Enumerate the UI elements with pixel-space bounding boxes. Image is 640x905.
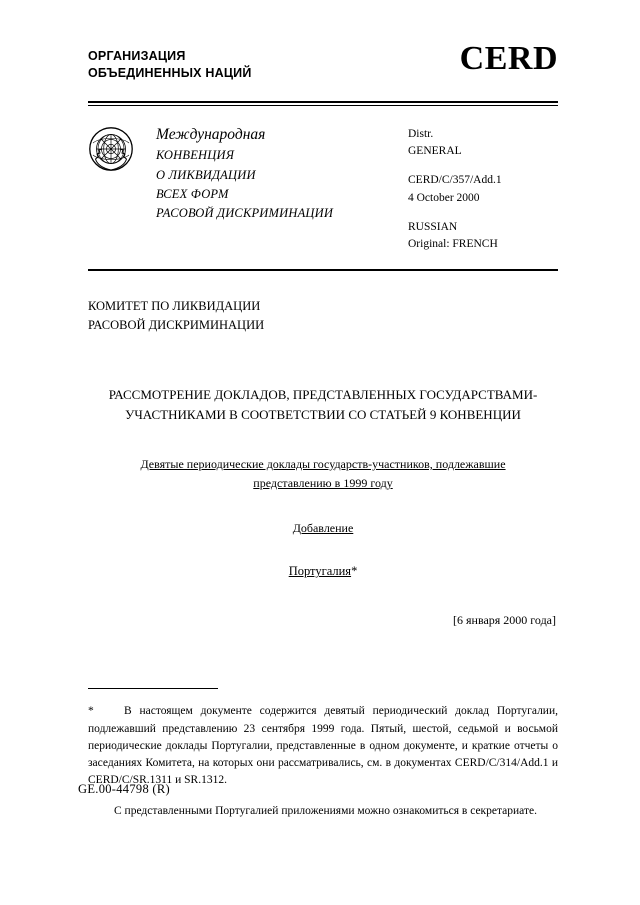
report-title-line1: РАССМОТРЕНИЕ ДОКЛАДОВ, ПРЕДСТАВЛЕННЫХ ГОСУДАРСТВАМИ- bbox=[108, 386, 538, 402]
country-name bbox=[88, 564, 558, 579]
distr-label: Distr. bbox=[408, 127, 434, 140]
masthead-rule-thin bbox=[88, 105, 558, 106]
cerd-logo: CERD bbox=[459, 40, 558, 77]
report-title-line2: УЧАСТНИКАМИ В СООТВЕТСТВИИ СО СТАТЬЕЙ 9 КОНВЕНЦИИ bbox=[125, 406, 521, 422]
document-content bbox=[88, 42, 558, 820]
document-date: 4 October 2000 bbox=[408, 191, 480, 204]
distribution-info bbox=[408, 122, 558, 254]
distr-value: GENERAL bbox=[408, 145, 462, 157]
committee-name bbox=[88, 297, 558, 335]
report-subtitle-line2: представлению в 1999 году bbox=[253, 476, 393, 491]
convention-title-line2: КОНВЕНЦИЯ bbox=[156, 148, 235, 163]
convention-rule bbox=[88, 269, 558, 271]
un-emblem-icon bbox=[88, 126, 134, 172]
convention-block bbox=[88, 122, 558, 254]
organization-name bbox=[88, 42, 252, 82]
country-footnote-marker: * bbox=[351, 564, 358, 579]
convention-title-line3: О ЛИКВИДАЦИИ bbox=[156, 167, 256, 182]
report-subtitle bbox=[114, 455, 532, 493]
convention-title-line5: РАСОВОЙ ДИСКРИМИНАЦИИ bbox=[156, 206, 334, 221]
document-language: RUSSIAN bbox=[408, 220, 458, 233]
document-symbol: CERD/C/357/Add.1 bbox=[408, 174, 502, 187]
masthead-rule-thick bbox=[88, 101, 558, 103]
document-original-language: Original: FRENCH bbox=[408, 238, 498, 250]
organization-name-line2: ОБЪЕДИНЕННЫХ НАЦИЙ bbox=[88, 65, 252, 80]
report-heading-block bbox=[88, 385, 558, 580]
footnote-paragraph-1 bbox=[88, 703, 558, 789]
footnote-text-1: В настоящем документе содержится девятый периодический доклад Португалии, подлежавший представлению 23 сентября 1999 года. Пятый, шестой, седьмой и восьмой периодические доклады Португалии, представленные в одном документе, и краткие отчеты о заседаниях Комитета, на которых они рассматривались, см. в документах CERD/C/314/Add.1 и CERD/C/SR.1311 и SR.1312. bbox=[88, 705, 558, 787]
footnote-paragraph-2: С представленными Португалией приложениями можно ознакомиться в секретариате. bbox=[114, 804, 537, 817]
committee-name-line1: КОМИТЕТ ПО ЛИКВИДАЦИИ bbox=[88, 299, 261, 314]
footnote-separator bbox=[88, 688, 218, 689]
convention-title bbox=[134, 122, 408, 224]
document-number: GE.00-44798 (R) bbox=[78, 782, 170, 796]
country-name-text: Португалия bbox=[288, 564, 352, 579]
committee-name-line2: РАСОВОЙ ДИСКРИМИНАЦИИ bbox=[88, 318, 265, 332]
footnote bbox=[88, 703, 558, 820]
masthead bbox=[88, 42, 558, 82]
report-title bbox=[106, 385, 540, 425]
addendum-label: Добавление bbox=[292, 521, 354, 536]
convention-title-line4: ВСЕХ ФОРМ bbox=[156, 186, 229, 201]
organization-name-line1: ОРГАНИЗАЦИЯ bbox=[88, 49, 186, 63]
submission-date: [6 января 2000 года] bbox=[453, 613, 556, 628]
convention-title-line1: Международная bbox=[156, 125, 266, 143]
footnote-marker: * bbox=[88, 705, 94, 718]
report-subtitle-line1: Девятые периодические доклады государств-участников, подлежавшие bbox=[140, 457, 506, 472]
